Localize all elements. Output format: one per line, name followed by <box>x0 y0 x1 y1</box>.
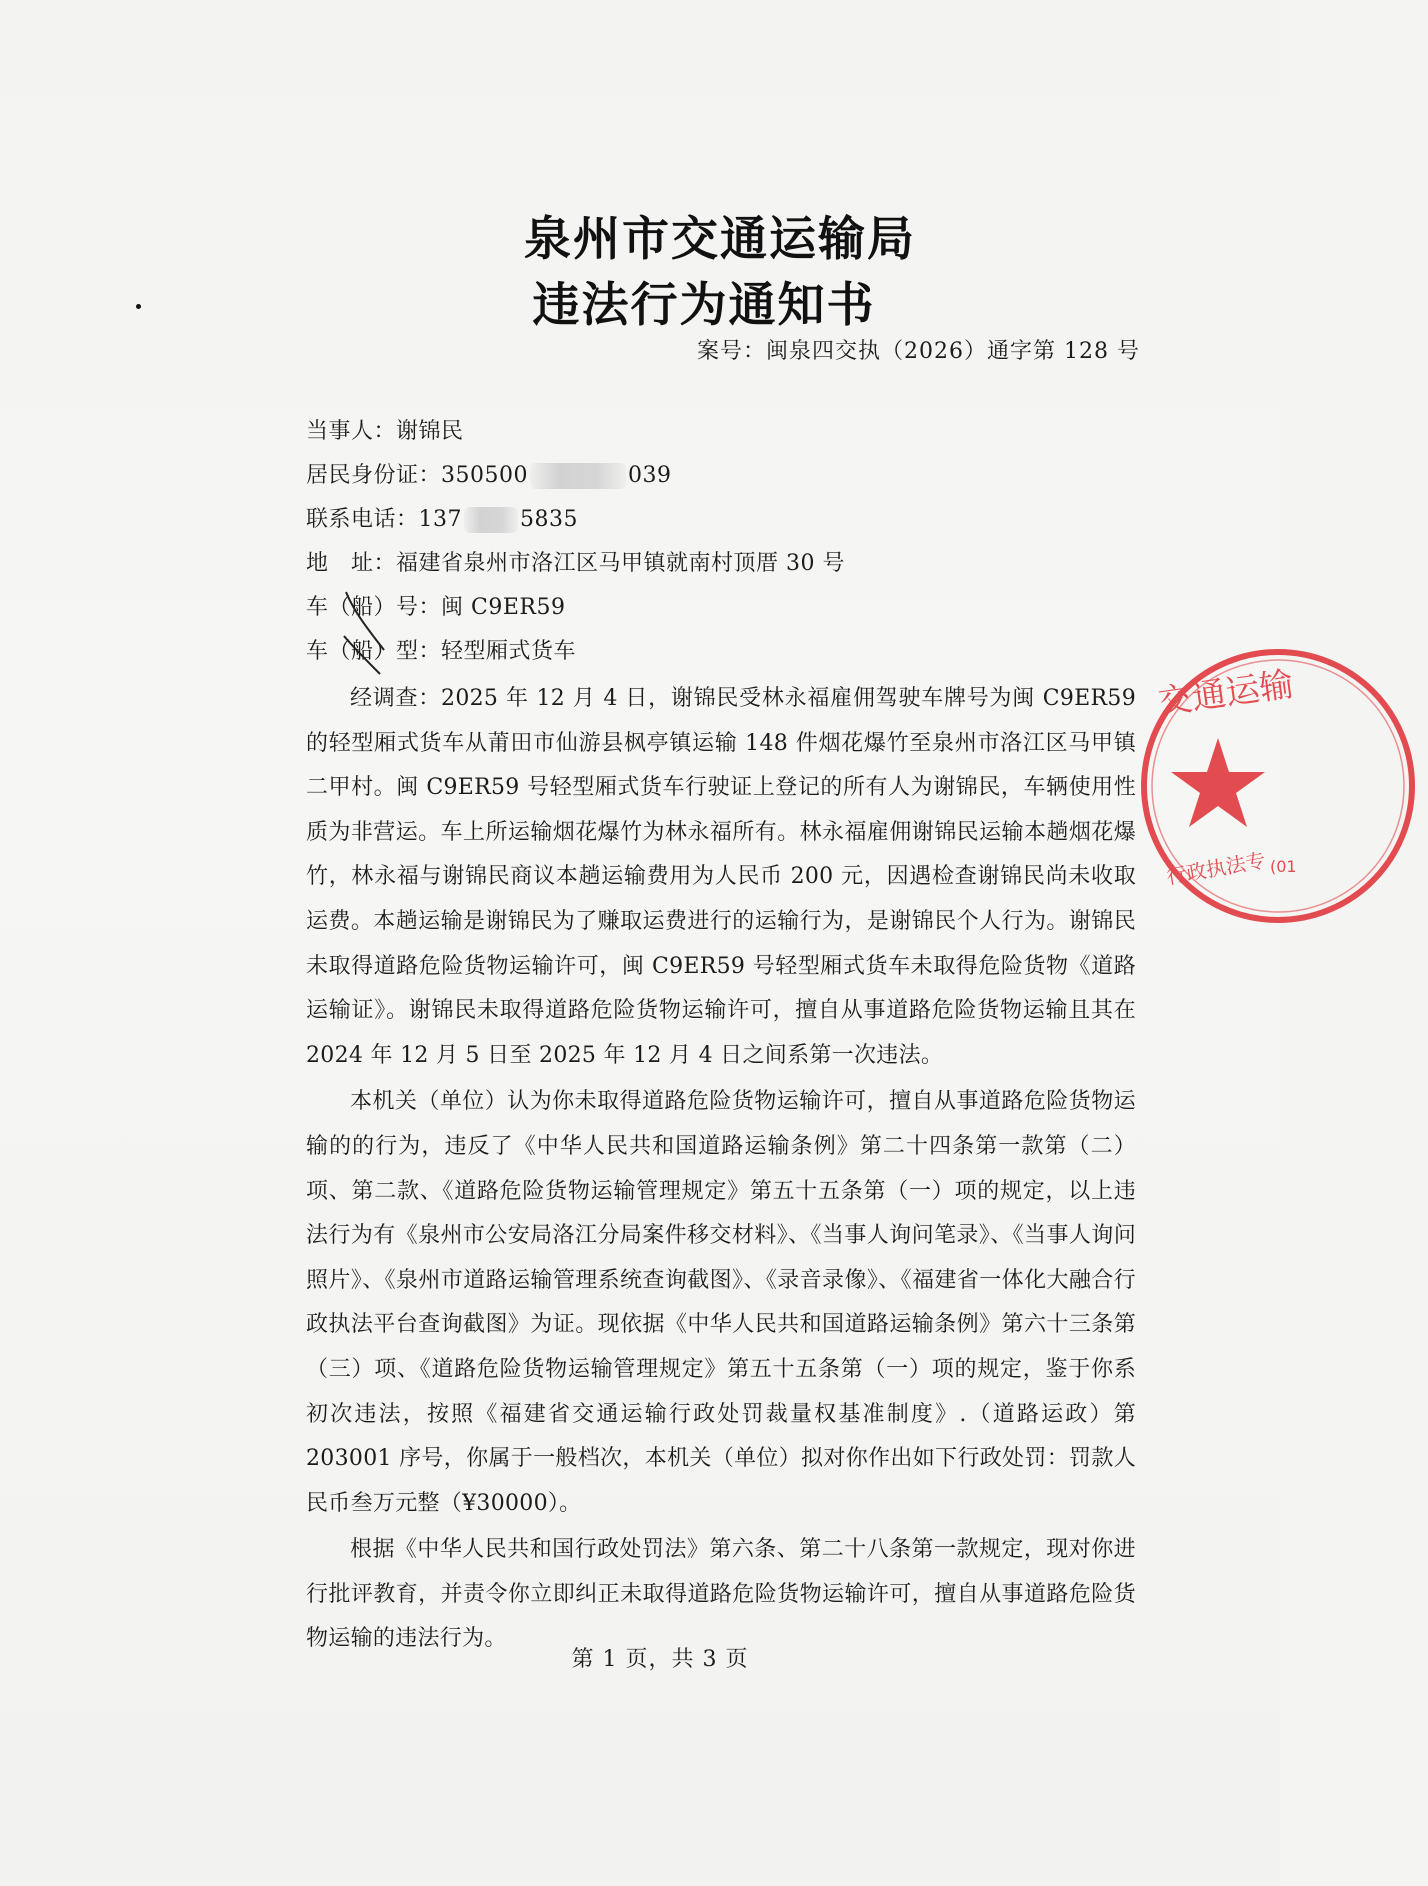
phone-prefix: 137 <box>418 507 463 532</box>
plate-label: 车（船）号： <box>306 595 442 620</box>
seal-code: (01 <box>1270 857 1297 876</box>
paragraph-correction-order: 根据《中华人民共和国行政处罚法》第六条、第二十八条第一款规定，现对你进行批评教育，并责令你立即纠正未取得道路危险货物运输许可，擅自从事道路危险货物运输的违法行为。 <box>306 1537 1136 1652</box>
phone-redaction-blur <box>464 507 518 533</box>
page-number: 第 1 页，共 3 页 <box>571 1647 749 1672</box>
phone-suffix: 5835 <box>520 507 579 532</box>
seal-text-bottom: 行政执法专 <box>1164 847 1268 889</box>
paragraph-investigation: 经调查：2025 年 12 月 4 日，谢锦民受林永福雇佣驾驶车牌号为闽 C9ER59 的轻型厢式货车从莆田市仙游县枫亭镇运输 148 件烟花爆竹至泉州市洛江区马甲镇二甲村。闽 C9ER59 号轻型厢式货车行驶证上登记的所有人为谢锦民，车辆使用性质为非营运。车上所运输烟花爆竹为林永福所有。林永福雇佣谢锦民运输本趟烟花爆竹，林永福与谢锦民商议本趟运输费用为人民币 200 元，因遇检查谢锦民尚未收取运费。本趟运输是谢锦民为了赚取运费进行的运输行为，是谢锦民个人行为。谢锦民未取得道路危险货物运输许可，闽 C9ER59 号轻型厢式货车未取得危险货物《道路运输证》。谢锦民未取得道路危险货物运输许可，擅自从事道路危险货物运输且其在 2024 年 12 月 5 日至 2025 年 12 月 4 日之间系第一次违法。 <box>306 686 1136 1068</box>
seal-text-top: 交通运输 <box>1155 664 1296 723</box>
id-field <box>306 454 845 498</box>
official-seal-stamp <box>1128 636 1428 936</box>
vehicle-type-label: 车（船）型： <box>306 639 442 664</box>
paragraph-violation-finding: 本机关（单位）认为你未取得道路危险货物运输许可，擅自从事道路危险货物运输的的行为，违反了《中华人民共和国道路运输条例》第二十四条第一款第（二）项、第二款、《道路危险货物运输管理规定》第五十五条第（一）项的规定，以上违法行为有《泉州市公安局洛江分局案件移交材料》、《当事人询问笔录》、《当事人询问照片》、《泉州市道路运输管理系统查询截图》、《录音录像》、《福建省一体化大融合行政执法平台查询截图》为证。现依据《中华人民共和国道路运输条例》第六十三条第（三）项、《道路危险货物运输管理规定》第五十五条第（一）项的规定，鉴于你系初次违法，按照《福建省交通运输行政处罚裁量权基准制度》.（道路运政）第 203001 序号，你属于一般档次，本机关（单位）拟对你作出如下行政处罚：罚款人民币叁万元整（¥30000）。 <box>306 1089 1136 1516</box>
party-value: 谢锦民 <box>396 419 464 444</box>
document-title-type: 违法行为通知书 <box>532 278 876 333</box>
id-suffix: 039 <box>628 463 672 488</box>
plate-field <box>306 586 845 630</box>
address-field <box>306 542 845 586</box>
case-number: 案号：闽泉四交执（2026）通字第 128 号 <box>697 339 1140 364</box>
vehicle-type-field <box>306 630 845 674</box>
notice-body <box>306 677 1136 1662</box>
id-redaction-blur <box>530 463 626 489</box>
plate-value: 闽 C9ER59 <box>441 595 566 620</box>
id-prefix: 350500 <box>441 463 528 488</box>
party-label: 当事人： <box>306 419 397 444</box>
phone-label: 联系电话： <box>306 507 419 532</box>
party-field <box>306 410 845 454</box>
address-label: 地 址： <box>306 551 397 576</box>
party-info-block <box>306 410 845 674</box>
vehicle-type-value: 轻型厢式货车 <box>441 639 577 664</box>
phone-field <box>306 498 845 542</box>
seal-star-icon <box>1171 738 1265 827</box>
address-value: 福建省泉州市洛江区马甲镇就南村顶厝 30 号 <box>396 551 845 576</box>
document-title-agency: 泉州市交通运输局 <box>524 212 916 267</box>
id-label: 居民身份证： <box>306 463 442 488</box>
